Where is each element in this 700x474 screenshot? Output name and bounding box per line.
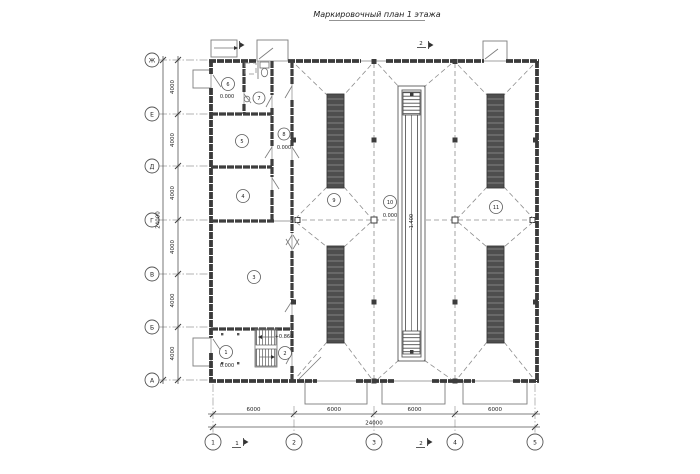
ramp-strip [327,94,344,188]
dim-row: 4000 [170,80,176,94]
axis-row-label: А [149,377,155,385]
ramp-strips [327,94,504,343]
axis-row-label: Г [150,217,154,225]
room-number: 5 [240,139,244,145]
dim-row-total: 24000 [155,211,162,229]
axis-col-label: 3 [372,439,376,447]
room-number: 4 [241,194,245,200]
exterior-stair [211,40,237,57]
level-mark: 0.000 [276,145,292,151]
room-number: 3 [252,275,256,281]
porch-bottom-left [193,338,211,366]
level-mark: 0.000 [219,363,235,369]
dim-row: 4000 [170,186,176,200]
room-number: 11 [492,205,500,211]
room-number: 2 [283,351,287,357]
axis-col-label: 5 [533,439,537,447]
drawing-title: Маркировочный план 1 этажа [313,10,441,19]
axis-col-label: 4 [453,439,457,447]
dim-row: 4000 [170,346,176,361]
section-mark-2-bottom: 2 [419,441,423,447]
pit-level-mark: -1.400 [409,213,415,231]
loading-dock-3 [463,381,527,404]
section-mark-1-bottom: 1 [235,441,239,447]
loading-dock-2 [382,381,445,404]
toilet-icon [261,68,267,76]
dim-col: 6000 [488,407,502,413]
room-number: 9 [332,198,336,204]
room-number: 10 [386,200,394,206]
room-number: 1 [224,350,228,356]
level-mark: +0.860 [274,334,294,340]
room-number: 8 [282,132,286,138]
dim-col-total: 24000 [365,420,383,427]
ramp-strip [327,246,344,343]
dim-row: 4000 [170,133,176,147]
loading-dock-1 [305,381,367,404]
axis-row-label: Б [149,324,155,332]
dim-col: 6000 [327,407,341,413]
axis-col-label: 2 [292,439,296,447]
room-number: 6 [226,82,230,88]
entrance-vestibule-left [257,40,288,61]
axis-row-label: В [149,271,155,279]
axis-row-label: Ж [148,57,156,65]
level-mark: 0.000 [382,213,398,219]
axis-row-label: Д [149,163,155,171]
axis-row-label: Е [150,111,154,119]
ramp-strip [487,246,504,343]
dim-col: 6000 [407,407,422,413]
shower-tray [245,63,256,74]
ramp-strip [487,94,504,188]
section-mark-2-top: 2 [419,41,423,47]
dim-row: 4000 [170,293,176,308]
cistern [260,62,269,68]
room-number: 7 [257,96,261,102]
axis-col-label: 1 [211,439,215,447]
dim-col: 6000 [246,407,261,413]
level-mark: 0.000 [219,94,235,100]
porch-top-left [193,70,211,88]
dim-row: 4000 [170,240,176,254]
